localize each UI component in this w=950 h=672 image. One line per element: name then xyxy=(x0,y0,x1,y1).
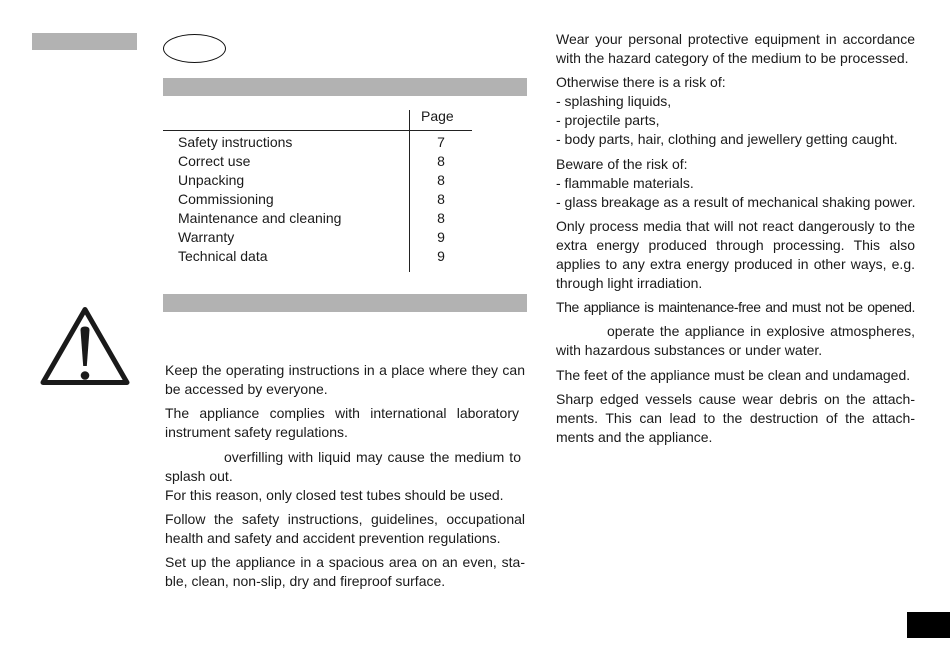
toc-entry-page: 7 xyxy=(437,134,445,150)
right-text-column xyxy=(556,30,915,452)
paragraph-setup-surface xyxy=(165,553,525,591)
paragraph-beware-list xyxy=(556,155,915,212)
list-item: - body parts, hair, clothing and jewellery getting caught. xyxy=(556,131,898,148)
text-line: applies to any extra energy produced in other ways, e.g. xyxy=(556,255,915,272)
paragraph-follow-guidelines xyxy=(165,510,525,548)
toc-entry-page: 8 xyxy=(437,191,445,207)
paragraph-protective-equipment xyxy=(556,30,915,68)
text-line: Set up the appliance in a spacious area on an even, sta- xyxy=(165,554,525,571)
text-line: be accessed by everyone. xyxy=(165,381,328,397)
toc-entry-page: 8 xyxy=(437,172,445,188)
text-line: Beware of the risk of: xyxy=(556,155,688,172)
list-item: - splashing liquids, xyxy=(556,93,672,110)
text-line: The appliance is maintenance-free and must not be opened. xyxy=(556,299,915,316)
safety-heading-bar xyxy=(163,294,527,312)
warning-triangle-icon xyxy=(36,303,134,391)
toc-entry-page: 9 xyxy=(437,248,445,264)
left-text-column xyxy=(165,361,525,596)
paragraph-safety-regulations xyxy=(165,404,525,442)
toc-entries xyxy=(178,133,458,266)
list-item: - projectile parts, xyxy=(556,112,660,129)
language-tab-bar xyxy=(32,33,137,50)
text-line: Otherwise there is a risk of: xyxy=(556,74,726,91)
exclamation-mark-dot xyxy=(81,371,90,380)
text-line: Only process media that will not react dangerously to the xyxy=(556,217,915,234)
list-item: - glass breakage as a result of mechanical shaking power. xyxy=(556,193,916,210)
toc-entry-page: 9 xyxy=(437,229,445,245)
toc-entry-technical-data xyxy=(178,247,458,266)
text-line: ments. This can lead to the destruction of the attach- xyxy=(556,410,915,427)
text-line: For this reason, only closed test tubes should be used. xyxy=(165,486,504,503)
paragraph-appliance-feet xyxy=(556,366,915,385)
paragraph-process-media xyxy=(556,217,915,293)
toc-entry-correct-use xyxy=(178,152,458,171)
text-line: Sharp edged vessels cause wear debris on the attach- xyxy=(556,391,915,408)
text-line: operate the appliance in explosive atmospheres, xyxy=(607,323,915,340)
paragraph-explosive-atmospheres xyxy=(556,322,915,360)
language-badge-oval xyxy=(163,34,226,63)
paragraph-overfilling xyxy=(165,448,525,505)
contents-heading-bar xyxy=(163,78,527,96)
text-line: health and safety and accident prevention regulations. xyxy=(165,529,501,546)
text-line: The feet of the appliance must be clean and undamaged. xyxy=(556,366,911,383)
paragraph-sharp-vessels xyxy=(556,390,915,447)
text-line: overfilling with liquid may cause the medium to xyxy=(224,448,521,465)
paragraph-risk-list xyxy=(556,73,915,149)
text-line: with the hazard category of the medium to be processed. xyxy=(556,50,909,66)
toc-header-rule xyxy=(163,130,472,131)
toc-entry-warranty xyxy=(178,228,458,247)
exclamation-mark-bar xyxy=(81,327,90,367)
toc-entry-title: Warranty xyxy=(178,229,235,245)
toc-entry-page: 8 xyxy=(437,153,445,169)
toc-entry-title: Technical data xyxy=(178,248,268,264)
text-line: extra energy produced through processing. This also xyxy=(556,236,915,253)
text-line: instrument safety regulations. xyxy=(165,424,348,441)
toc-entry-title: Unpacking xyxy=(178,172,245,188)
toc-entry-title: Correct use xyxy=(178,153,251,169)
text-line: Wear your personal protective equipment in accordance xyxy=(556,31,915,47)
toc-entry-title: Safety instructions xyxy=(178,134,293,150)
text-line: Keep the operating instructions in a place where they can xyxy=(165,362,525,378)
text-line: with hazardous substances or under water. xyxy=(556,342,823,359)
toc-page-column-label: Page xyxy=(421,108,454,124)
text-line: ble, clean, non-slip, dry and fireproof surface. xyxy=(165,573,446,590)
text-line: through light irradiation. xyxy=(556,274,703,291)
text-line: ments and the appliance. xyxy=(556,429,713,446)
paragraph-maintenance-free xyxy=(556,298,915,317)
toc-entry-commissioning xyxy=(178,190,458,209)
list-item: - flammable materials. xyxy=(556,174,694,191)
toc-entry-page: 8 xyxy=(437,210,445,226)
toc-entry-safety-instructions xyxy=(178,133,458,152)
text-line: splash out. xyxy=(165,467,233,484)
toc-entry-title: Commissioning xyxy=(178,191,274,207)
text-line: Follow the safety instructions, guidelines, occupational xyxy=(165,510,525,527)
toc-entry-title: Maintenance and cleaning xyxy=(178,210,342,226)
toc-entry-maintenance xyxy=(178,209,458,228)
toc-entry-unpacking xyxy=(178,171,458,190)
paragraph-keep-instructions xyxy=(165,361,525,399)
page-number-tab xyxy=(907,612,950,638)
text-line: The appliance complies with international laboratory xyxy=(165,405,519,422)
